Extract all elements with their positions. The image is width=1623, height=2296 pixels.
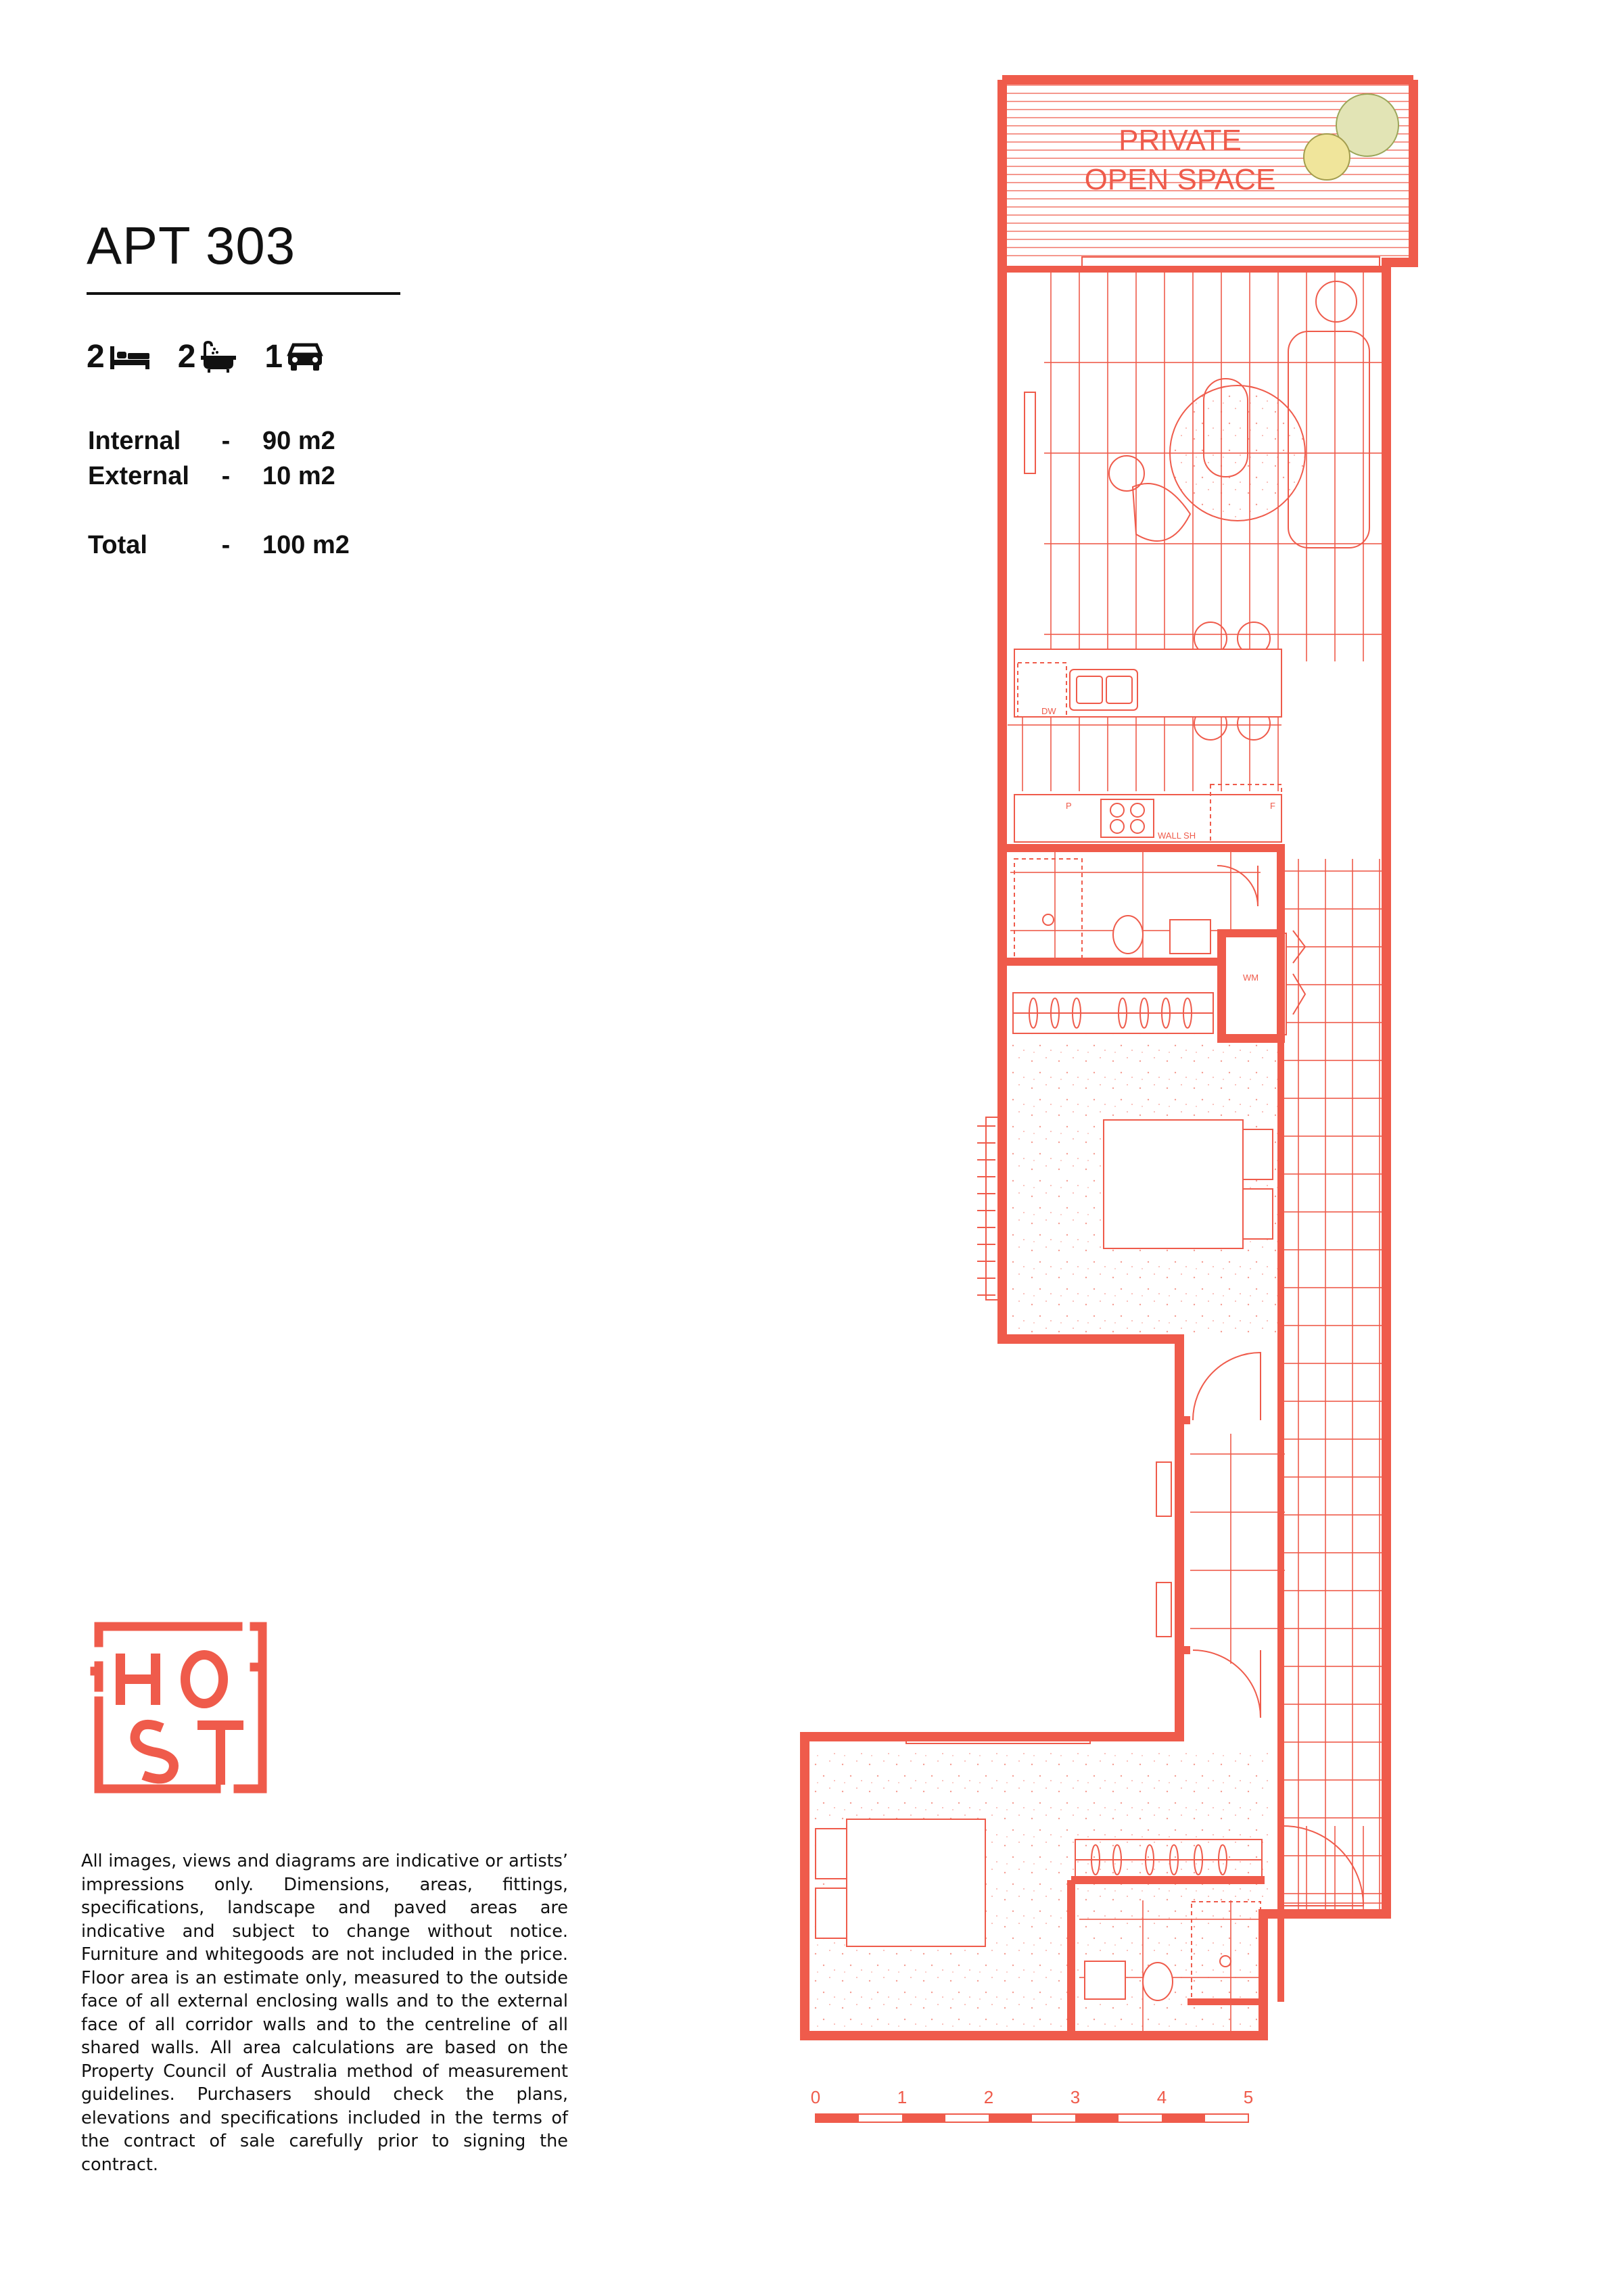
external-area-dash: - <box>221 462 231 490</box>
apartment-title: APT 303 <box>87 216 296 275</box>
hall-floor <box>1190 1434 1285 1664</box>
external-area-label: External <box>88 462 189 490</box>
dishwasher-label: DW <box>1041 706 1056 716</box>
scale-segment-6 <box>1075 2114 1119 2122</box>
private-open-space <box>1002 80 1413 262</box>
kitchen-floor <box>1008 717 1281 791</box>
scale-segment-8 <box>1162 2114 1205 2122</box>
scale-label-3: 3 <box>1070 2087 1081 2107</box>
total-area-dash: - <box>221 531 231 559</box>
external-area-value: 10 m2 <box>262 462 335 490</box>
scale-segment-4 <box>989 2114 1032 2122</box>
scale-label-2: 2 <box>983 2087 994 2107</box>
internal-area-dash: - <box>221 427 231 455</box>
washing-machine-label: WM <box>1243 973 1259 983</box>
internal-area-label: Internal <box>88 427 181 455</box>
pos-label-line1: PRIVATE <box>1119 124 1242 157</box>
pos-label-line2: OPEN SPACE <box>1084 163 1276 196</box>
pantry-label: P <box>1066 801 1072 811</box>
wall-shelf-label: WALL SH <box>1158 830 1196 841</box>
scale-segment-2 <box>902 2114 945 2122</box>
internal-area-value: 90 m2 <box>262 427 335 455</box>
scale-label-5: 5 <box>1243 2087 1254 2107</box>
car-space-count-value: 1 <box>264 339 283 375</box>
robe-1 <box>1013 993 1213 1033</box>
scale-label-4: 4 <box>1156 2087 1167 2107</box>
total-area-value: 100 m2 <box>262 531 350 559</box>
scale-segment-0 <box>816 2114 859 2122</box>
bathroom-count-value: 2 <box>177 339 196 375</box>
corridor-floor <box>1281 859 1383 1914</box>
scale-label-0: 0 <box>810 2087 821 2107</box>
total-area-label: Total <box>88 531 147 559</box>
scale-bar <box>802 2083 1262 2137</box>
bedroom-count-value: 2 <box>87 339 105 375</box>
fridge-label: F <box>1270 801 1275 811</box>
legal-disclaimer: All images, views and diagrams are indicative or artists’ impressions only. Dimensions, areas, fittings, specifications, landscape and paved areas are indicative and subject to change without notice. Furniture and whitegoods are not included in the price. Floor area is an estimate only, measured to the outside face of all external enclosing walls and to the external face of all corridor walls and to the centreline of all shared walls. All area calculations are based on the Property Council of Australia method of measurement guidelines. Purchasers should check the plans, elevations and specifications included in the terms of the contract of sale carefully prior to signing the contract. <box>81 1851 568 2175</box>
scale-label-1: 1 <box>897 2087 908 2107</box>
entry-floor <box>1281 1826 1383 1914</box>
